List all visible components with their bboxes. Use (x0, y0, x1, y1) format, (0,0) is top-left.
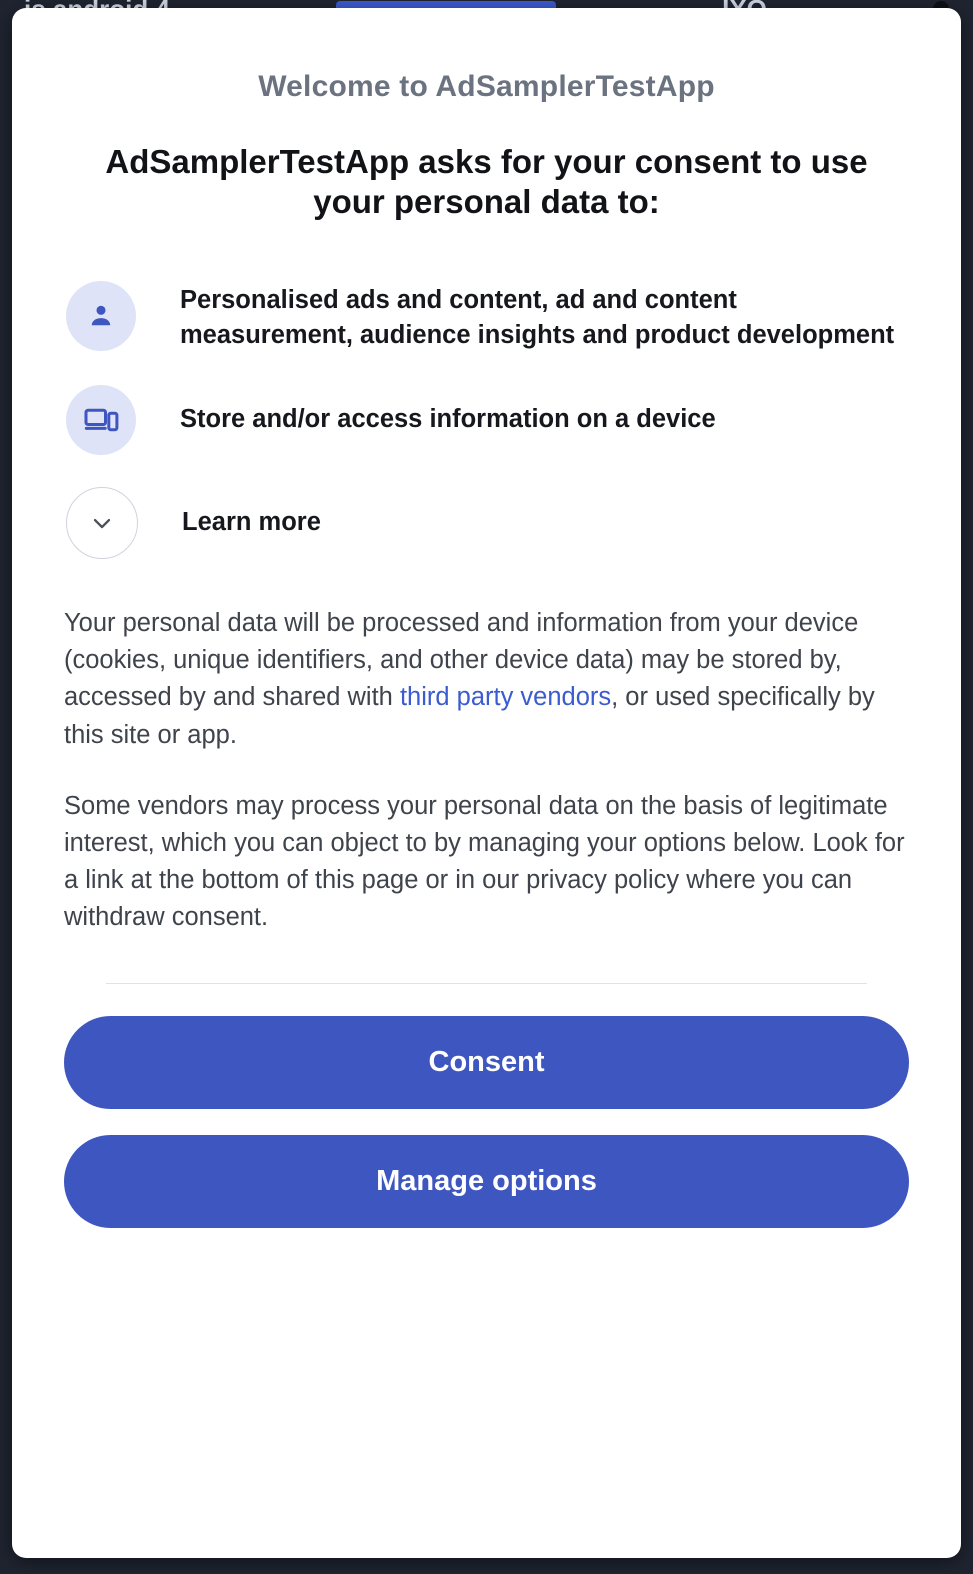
purpose-item-personalised-ads (64, 281, 909, 353)
chevron-down-icon[interactable] (66, 487, 138, 559)
consent-button[interactable]: Consent (64, 1016, 909, 1109)
divider (106, 983, 867, 984)
dialog-actions (64, 1016, 909, 1246)
privacy-paragraph-1 (64, 605, 909, 754)
privacy-paragraph-2: Some vendors may process your personal data on the basis of legitimate interest, which you can object to by managing your options below. Look for a link at the bottom of this page or in our privacy policy where you can withdraw consent. (64, 791, 905, 932)
consent-dialog (12, 8, 961, 1558)
manage-options-button[interactable]: Manage options (64, 1135, 909, 1228)
person-icon (66, 281, 136, 351)
purpose-label: Personalised ads and content, ad and content measurement, audience insights and product development (180, 285, 895, 349)
purpose-list (64, 281, 909, 591)
learn-more-label[interactable]: Learn more (182, 508, 321, 537)
purpose-item-store-access (64, 385, 909, 455)
welcome-title: Welcome to AdSamplerTestApp (258, 70, 715, 103)
paragraph-1-part-2: , or used specifically by this site or app. (64, 683, 875, 749)
devices-icon (66, 385, 136, 455)
paragraph-1-part-1: Your personal data will be processed and information from your device (cookies, unique identifiers, and other device data) may be stored by, accessed by and shared with (64, 608, 859, 712)
purpose-label: Store and/or access information on a device (180, 405, 716, 434)
learn-more-row[interactable] (64, 487, 909, 559)
consent-heading: AdSamplerTestApp asks for your consent to use your personal data to: (105, 143, 868, 221)
third-party-vendors-link[interactable]: third party vendors (399, 683, 612, 712)
